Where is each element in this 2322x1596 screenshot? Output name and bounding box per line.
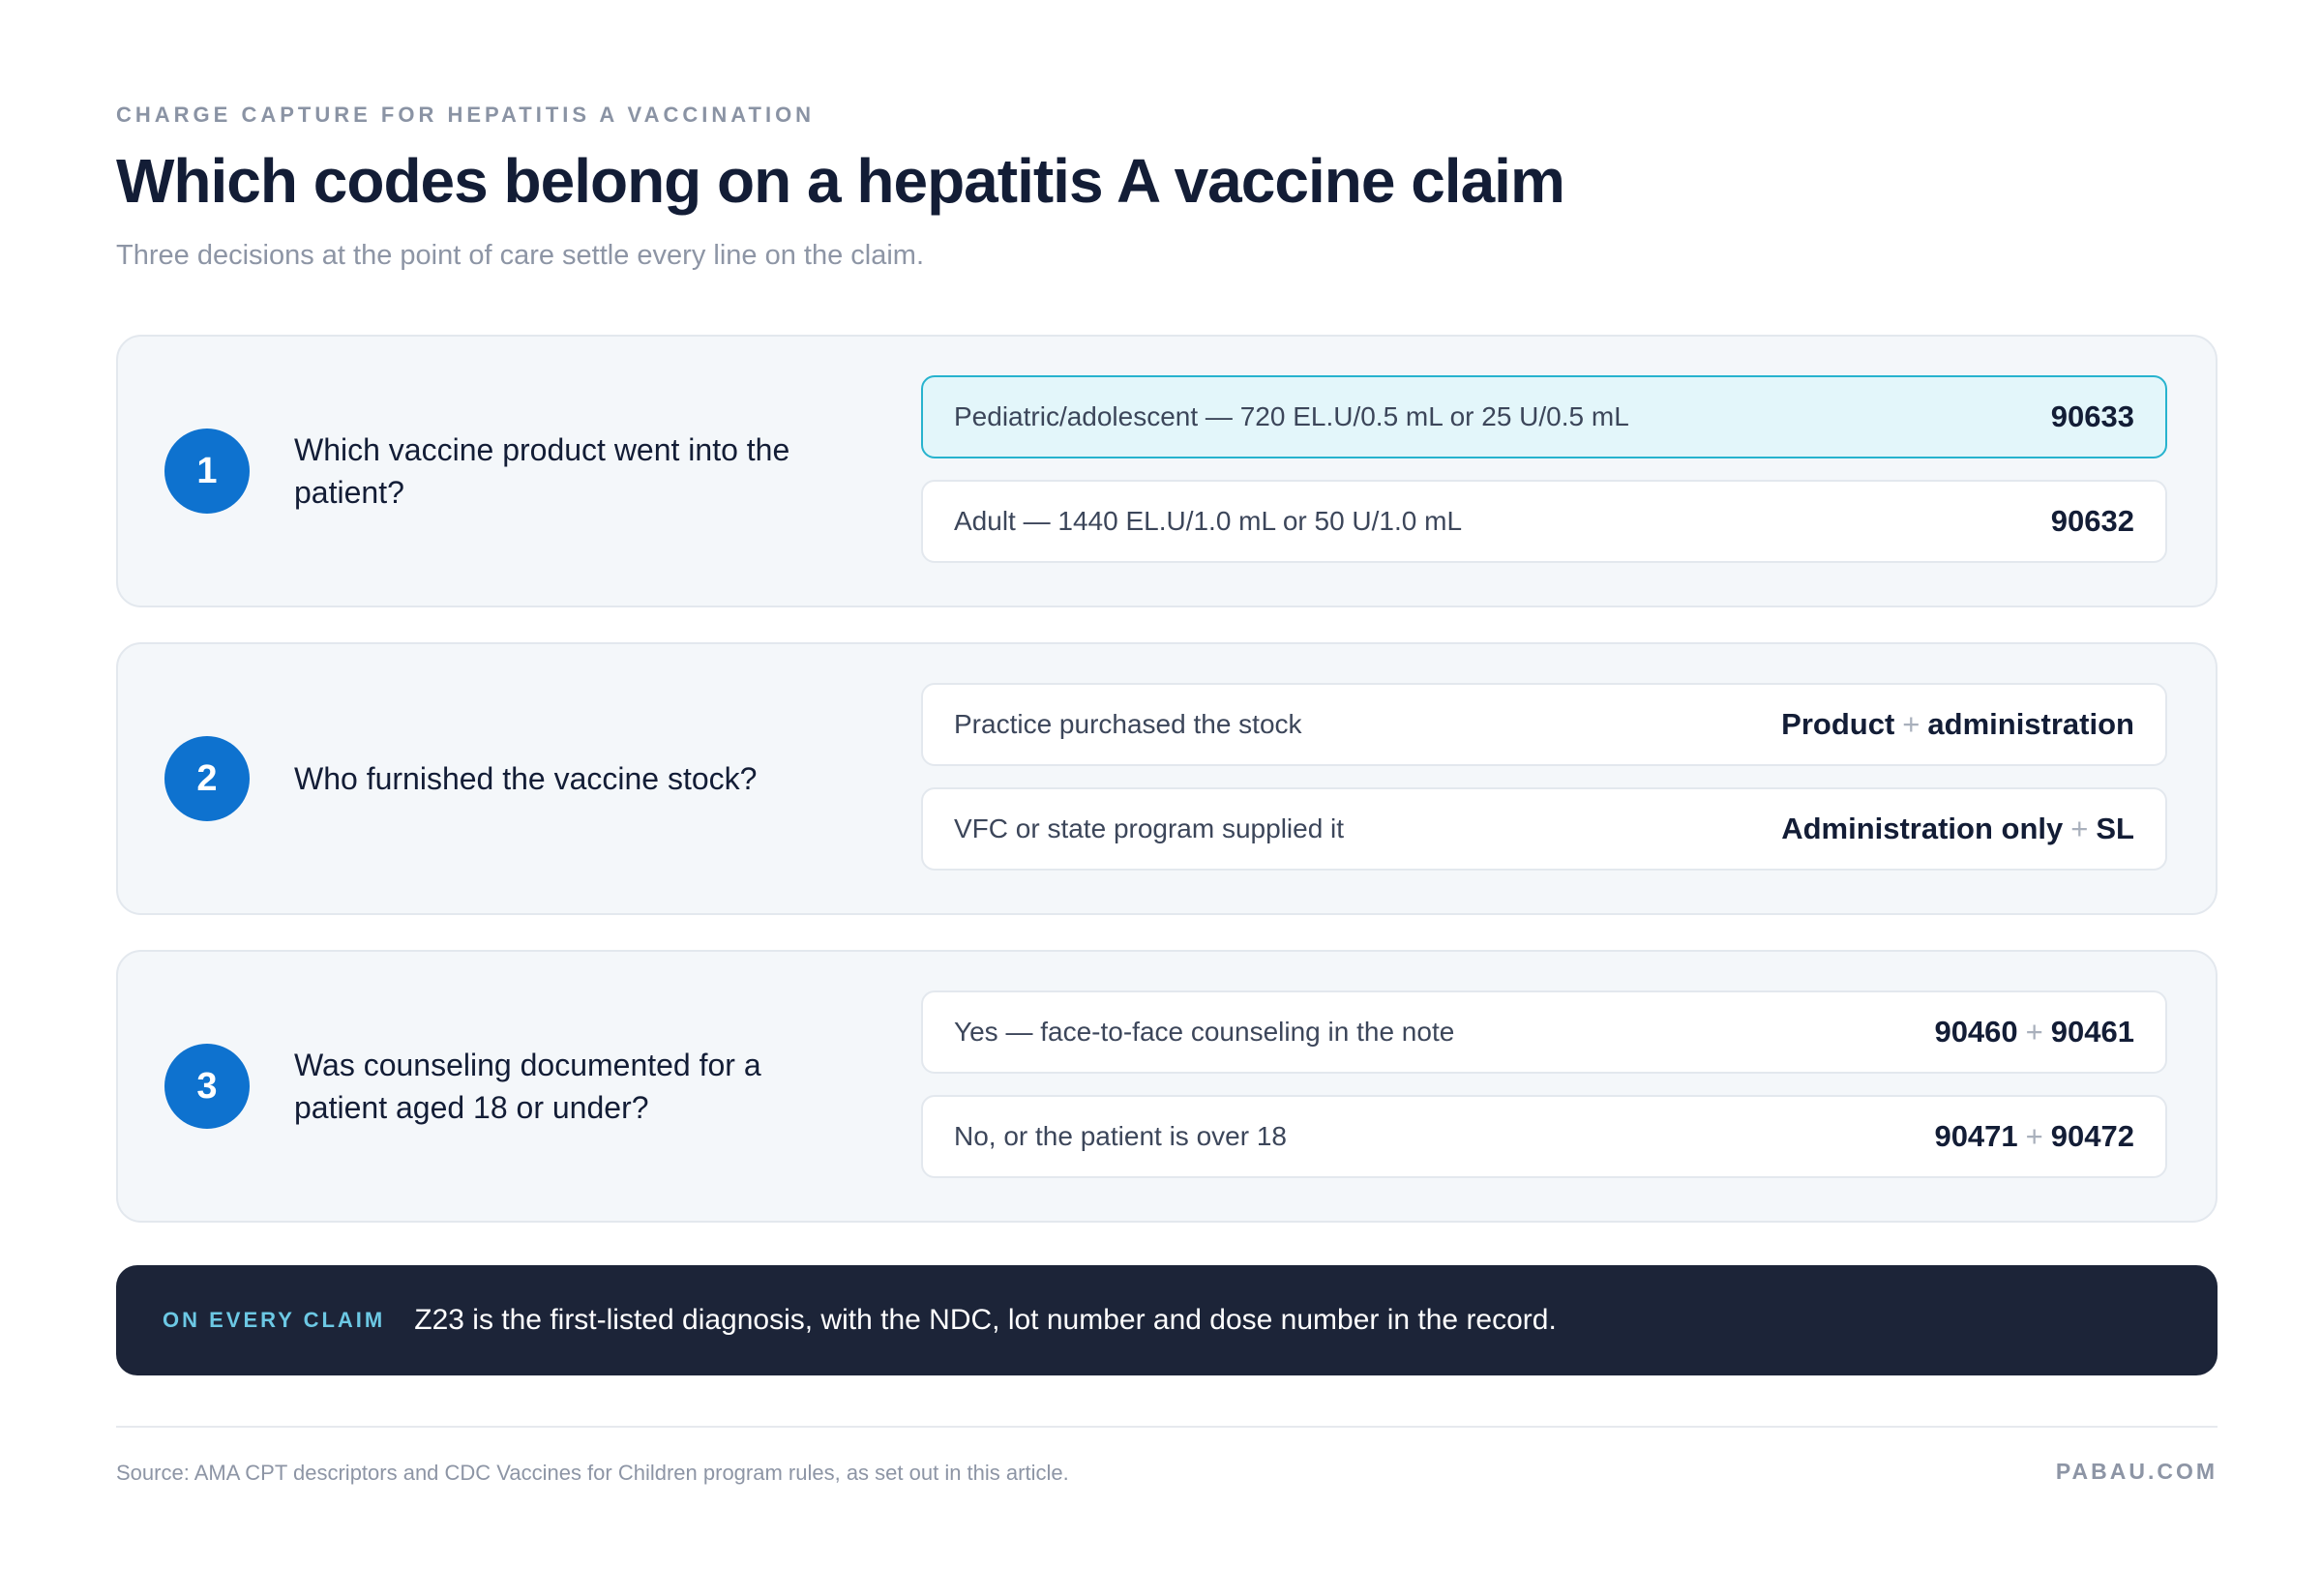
code-secondary: SL [2096, 812, 2134, 845]
decision-card-1 [116, 335, 2218, 607]
option-code [1934, 1015, 2134, 1049]
step-number-badge: 2 [164, 736, 250, 821]
decision-card-2 [116, 642, 2218, 915]
option-label: Practice purchased the stock [954, 709, 1302, 739]
banner-text: Z23 is the first-listed diagnosis, with the NDC, lot number and dose number in the record. [414, 1304, 1557, 1336]
code-primary: 90471 [1934, 1119, 2018, 1153]
footer-divider [116, 1426, 2218, 1428]
code-primary: Product [1781, 707, 1895, 741]
decision-question: Which vaccine product went into the patient? [294, 432, 790, 510]
plus-sign: + [1902, 707, 1920, 741]
option-code [2051, 399, 2134, 434]
option-counseling-no[interactable] [921, 1095, 2167, 1178]
code-secondary: administration [1927, 707, 2134, 741]
code-secondary: 90461 [2050, 1015, 2134, 1049]
code-primary: 90632 [2050, 504, 2134, 538]
decision-question: Was counseling documented for a patient aged 18 or under? [294, 1048, 761, 1125]
plus-sign: + [2070, 812, 2089, 845]
page-subtitle: Three decisions at the point of care settle every line on the claim. [116, 240, 924, 271]
code-primary: Administration only [1781, 812, 2064, 845]
plus-sign: + [2025, 1015, 2043, 1049]
option-label: Yes — face-to-face counseling in the note [954, 1017, 1455, 1047]
source-note: Source: AMA CPT descriptors and CDC Vaccines for Children program rules, as set out in this article. [116, 1461, 1069, 1485]
code-primary: 90633 [2050, 399, 2134, 433]
option-adult[interactable] [921, 480, 2167, 563]
option-practice-purchased[interactable] [921, 683, 2167, 766]
step-number-badge: 3 [164, 1044, 250, 1129]
option-code [2051, 504, 2134, 539]
page-title: Which codes belong on a hepatitis A vaccine claim [116, 146, 1564, 216]
step-number-badge: 1 [164, 429, 250, 514]
option-code [1781, 812, 2134, 846]
eyebrow: CHARGE CAPTURE FOR HEPATITIS A VACCINATION [116, 103, 816, 127]
option-pediatric[interactable] [921, 375, 2167, 458]
code-primary: 90460 [1934, 1015, 2018, 1049]
banner-tag: ON EVERY CLAIM [163, 1308, 386, 1332]
code-secondary: 90472 [2050, 1119, 2134, 1153]
brand-link[interactable]: PABAU.COM [2055, 1459, 2218, 1484]
decision-card-3 [116, 950, 2218, 1223]
option-label: Adult — 1440 EL.U/1.0 mL or 50 U/1.0 mL [954, 506, 1463, 536]
option-code [1781, 707, 2134, 742]
option-counseling-yes[interactable] [921, 990, 2167, 1074]
option-code [1934, 1119, 2134, 1154]
option-label: No, or the patient is over 18 [954, 1121, 1287, 1151]
option-label: VFC or state program supplied it [954, 813, 1345, 843]
option-vfc-supplied[interactable] [921, 787, 2167, 871]
plus-sign: + [2025, 1119, 2043, 1153]
option-label: Pediatric/adolescent — 720 EL.U/0.5 mL or 25 U/0.5 mL [954, 401, 1629, 431]
decision-question: Who furnished the vaccine stock? [294, 761, 758, 796]
every-claim-banner [116, 1265, 2218, 1375]
